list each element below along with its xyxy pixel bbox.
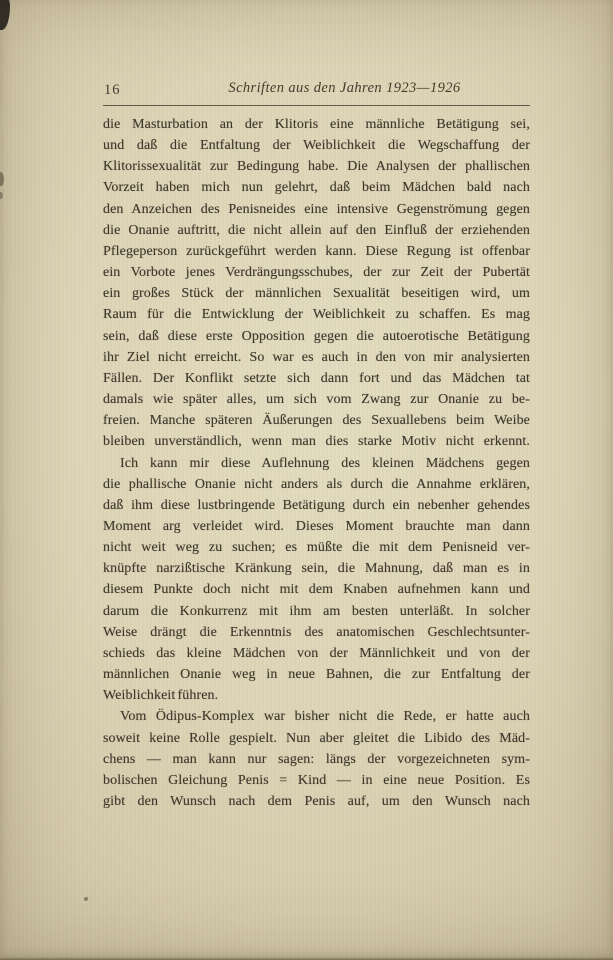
- body-text: [103, 114, 530, 812]
- text-line: Fällen. Der Konflikt setzte sich dann fort und das Mädchen tat: [103, 370, 530, 386]
- text-line: darum die Konkurrenz mit ihm am besten unterläßt. In solcher: [103, 603, 530, 619]
- text-line: sein, daß diese erste Opposition gegen die autoerotische Betätigung: [103, 328, 530, 344]
- text-line: bolischen Gleichung Penis = Kind — in eine neue Position. Es: [103, 772, 530, 788]
- text-block: [103, 80, 530, 812]
- text-line: Raum für die Entwicklung der Weiblichkeit zu schaffen. Es mag: [103, 307, 530, 323]
- text-line: ein Vorbote jenes Verdrängungsschubes, der zur Zeit der Pubertät: [103, 265, 530, 281]
- text-line: Vom Ödipus-Komplex war bisher nicht die Rede, er hatte auch: [120, 709, 530, 725]
- text-line: freien. Manche späteren Äußerungen des Sexuallebens beim Weibe: [103, 413, 530, 429]
- text-line: daß ihm diese lustbringende Betätigung durch ein nebenher gehendes: [103, 497, 530, 513]
- text-line: männlichen Onanie weg in neue Bahnen, die zur Entfaltung der: [103, 667, 530, 683]
- text-line: die Onanie auftritt, die nicht allein auf den Einfluß der erziehenden: [103, 222, 530, 238]
- text-line: chens — man kann nur sagen: längs der vorgezeichneten sym-: [103, 751, 530, 767]
- text-line: ihr Ziel nicht erreicht. So war es auch in den von mir analysierten: [103, 349, 530, 365]
- text-line: bleiben unverständlich, wenn man dies starke Motiv nicht erkennt.: [103, 434, 530, 450]
- running-title: Schriften aus den Jahren 1923—1926: [228, 80, 461, 96]
- paper-speck: [84, 897, 88, 901]
- text-line: Vorzeit haben mich nun gelehrt, daß beim Mädchen bald nach: [103, 180, 530, 196]
- page-number: 16: [104, 82, 121, 98]
- text-line: damals wie später alles, um sich vom Zwang zur Onanie zu be-: [103, 392, 530, 408]
- text-line: Ich kann mir diese Auflehnung des kleinen Mädchens gegen: [120, 455, 530, 471]
- paragraph: [103, 453, 530, 707]
- header-rule: [103, 105, 530, 106]
- text-line: ein großes Stück der männlichen Sexualität beseitigen wird, um: [103, 286, 530, 302]
- text-line: soweit keine Rolle gespielt. Nun aber gleitet die Libido des Mäd-: [103, 730, 530, 746]
- text-line: und daß die Entfaltung der Weiblichkeit die Wegschaffung der: [103, 138, 530, 154]
- scan-edge-speck: [0, 172, 4, 186]
- paragraph: [103, 114, 530, 453]
- text-line: die phallische Onanie nicht anders als durch die Annahme erklären,: [103, 476, 530, 492]
- text-line: Weiblichkeit führen.: [103, 688, 219, 704]
- text-line: Weise drängt die Erkenntnis des anatomischen Geschlechtsunter-: [103, 624, 530, 640]
- running-head: [103, 80, 530, 102]
- scan-edge-speck: [0, 192, 3, 199]
- text-line: nicht weit weg zu suchen; es müßte die mit dem Penisneid ver-: [103, 540, 530, 556]
- text-line: den Anzeichen des Penisneides eine intensive Gegenströmung gegen: [103, 201, 530, 217]
- text-line: Klitorissexualität zur Bedingung habe. Die Analysen der phallischen: [103, 159, 530, 175]
- text-line: knüpfte narzißtische Kränkung sein, die Mahnung, daß man es in: [103, 561, 530, 577]
- text-line: Pflegeperson zurückgeführt werden kann. Diese Regung ist offenbar: [103, 243, 530, 259]
- text-line: schieds das kleine Mädchen von der Männlichkeit und von der: [103, 645, 530, 661]
- text-line: diesem Punkte doch nicht mit dem Knaben aufnehmen kann und: [103, 582, 530, 598]
- text-line: gibt den Wunsch nach dem Penis auf, um den Wunsch nach: [103, 794, 530, 809]
- text-line: die Masturbation an der Klitoris eine männliche Betätigung sei,: [103, 117, 530, 132]
- paragraph: [103, 706, 530, 812]
- scan-corner-stain: [0, 0, 10, 30]
- text-line: Moment arg verleidet wird. Dieses Moment brauchte man dann: [103, 518, 530, 534]
